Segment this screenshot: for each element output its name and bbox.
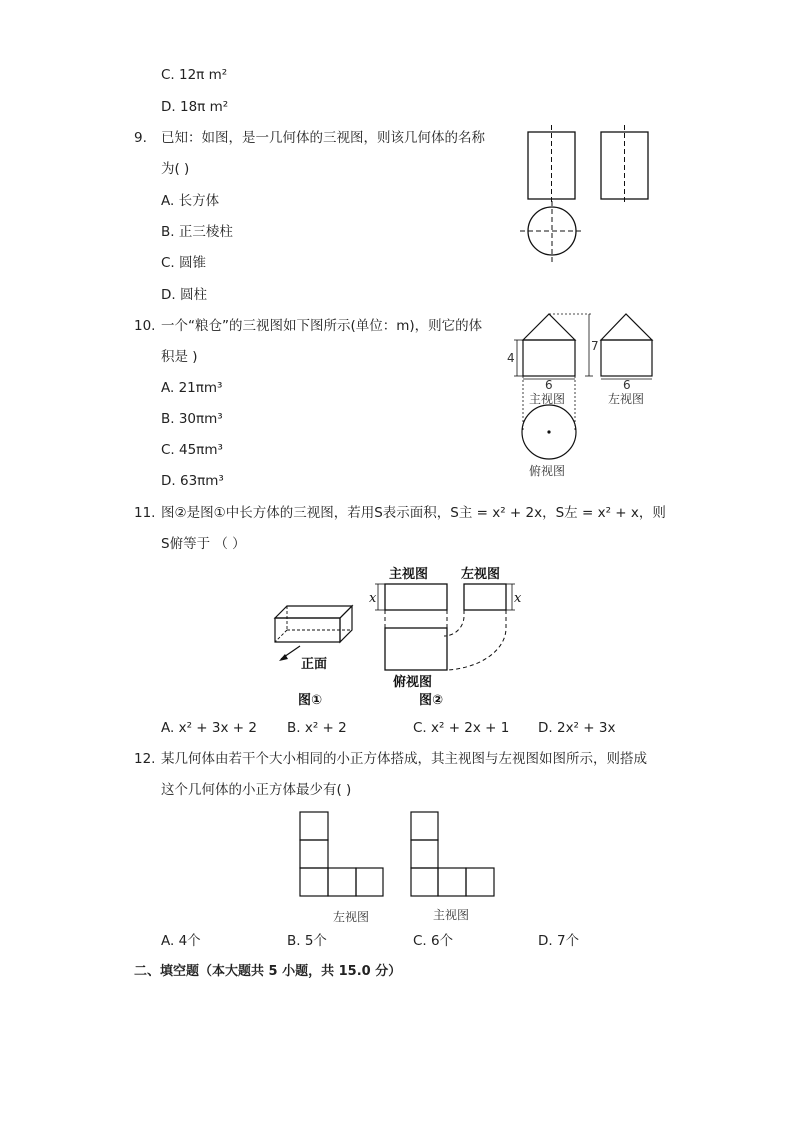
q10-left-body <box>601 340 652 376</box>
q10-dim-6-left: 6 <box>623 378 631 392</box>
q12-front-cell <box>411 868 438 896</box>
q12-left-cell <box>300 812 328 840</box>
q10-front-roof <box>523 314 575 340</box>
q9-number: 9. <box>134 130 147 146</box>
q10-dim-4: 4 <box>507 351 515 365</box>
q10-dim-6-front: 6 <box>545 378 553 392</box>
q11-cuboid-figure <box>265 558 535 708</box>
q9-three-view-figure <box>515 125 655 265</box>
q12-front-view-label: 主视图 <box>433 908 470 922</box>
q11-stem-line2: S俯等于 （ ） <box>161 536 246 552</box>
q12-stem-line1: 某几何体由若干个大小相同的小正方体搭成，其主视图与左视图如图所示，则搭成 <box>161 751 647 767</box>
q10-option-a: A. 21πm³ <box>161 380 223 396</box>
q10-number: 10. <box>134 318 156 334</box>
q11-face-label: 正面 <box>301 657 328 672</box>
q12-option-b: B. 5个 <box>287 933 327 949</box>
q12-left-cell <box>356 868 383 896</box>
q10-stem-line2: 积是 ) <box>161 349 198 365</box>
q10-stem-line1: 一个“粮仓”的三视图如下图所示(单位：m)，则它的体 <box>161 318 483 334</box>
q9-option-d: D. 圆柱 <box>161 287 207 303</box>
q11-dim-x-front: x <box>369 591 377 606</box>
q9-stem-line2: 为( ) <box>161 161 190 177</box>
q10-option-b: B. 30πm³ <box>161 411 223 427</box>
q11-option-c: C. x² + 2x + 1 <box>413 720 510 736</box>
q12-front-cell <box>466 868 494 896</box>
q9-option-c: C. 圆锥 <box>161 255 207 271</box>
section-title-fill-in: 二、填空题（本大题共 5 小题，共 15.0 分） <box>134 964 402 979</box>
q10-left-view-label: 左视图 <box>608 392 645 406</box>
q9-option-a: A. 长方体 <box>161 193 220 209</box>
q11-left-view-label: 左视图 <box>461 567 501 582</box>
q10-left-roof <box>601 314 652 340</box>
q12-left-cell <box>300 868 328 896</box>
q9-option-b: B. 正三棱柱 <box>161 224 233 240</box>
q12-front-cell <box>411 812 438 840</box>
q10-granary-figure <box>505 308 665 483</box>
q11-front-view-rect <box>385 584 447 610</box>
q11-top-view-label: 俯视图 <box>393 675 433 690</box>
q12-option-d: D. 7个 <box>538 933 580 949</box>
q11-dim-x-left: x <box>514 591 522 606</box>
q9-stem-line1: 已知：如图，是一几何体的三视图，则该几何体的名称 <box>161 130 485 146</box>
q11-fig1-caption: 图① <box>298 693 323 708</box>
q12-option-a: A. 4个 <box>161 933 201 949</box>
q10-top-view-label: 俯视图 <box>529 464 566 478</box>
q10-option-d: D. 63πm³ <box>161 473 224 489</box>
q12-front-cell <box>438 868 466 896</box>
q12-left-cell <box>328 868 356 896</box>
q12-left-view-label: 左视图 <box>333 910 370 924</box>
q12-left-cell <box>300 840 328 868</box>
q11-option-d: D. 2x² + 3x <box>538 720 616 736</box>
q11-option-b: B. x² + 2 <box>287 720 347 736</box>
q12-number: 12. <box>134 751 156 767</box>
q8-option-d: D. 18π m² <box>161 99 229 115</box>
q8-option-c: C. 12π m² <box>161 67 228 83</box>
q11-number: 11. <box>134 505 156 521</box>
q10-dim-7: 7 <box>591 339 599 353</box>
q11-top-view-rect <box>385 628 447 670</box>
q12-option-c: C. 6个 <box>413 933 454 949</box>
q11-option-a: A. x² + 3x + 2 <box>161 720 257 736</box>
q12-stem-line2: 这个几何体的小正方体最少有( ) <box>161 782 352 798</box>
q11-front-view-label: 主视图 <box>389 567 429 582</box>
q11-left-view-rect <box>464 584 506 610</box>
q10-front-view-label: 主视图 <box>529 392 566 406</box>
q10-option-c: C. 45πm³ <box>161 442 223 458</box>
q11-stem-line1: 图②是图①中长方体的三视图，若用S表示面积，S主 = x² + 2x，S左 = x² + x，则 <box>161 505 666 521</box>
q11-fig2-caption: 图② <box>419 693 444 708</box>
q12-front-cell <box>411 840 438 868</box>
q12-views-figure <box>290 805 510 925</box>
q10-front-body <box>523 340 575 376</box>
